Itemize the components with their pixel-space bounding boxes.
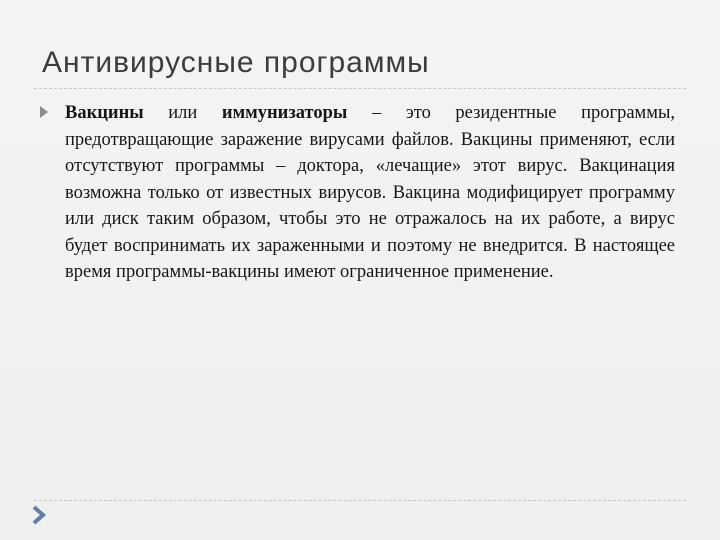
- term-vaccines: Вакцины: [65, 103, 144, 123]
- bullet-text: [65, 100, 675, 286]
- conjunction: или: [143, 103, 222, 123]
- term-immunizers: иммунизаторы: [221, 103, 348, 123]
- chevron-right-icon: [31, 505, 47, 525]
- footer-divider: [34, 500, 686, 501]
- slide-title: Антивирусные программы: [42, 46, 430, 79]
- triangle-bullet-icon: [40, 106, 48, 118]
- bullet-body: – это резидентные программы, предотвращающие заражение вирусами файлов. Вакцины применяют, если отсутствуют программы – доктора, «лечащие» этот вирус. Вакцинация возможна только от известных вирусов. Вакцина модифицирует программу или диск таким образом, чтобы это не отражалось на их работе, а вирус будет воспринимать их зараженными и поэтому не внедрится. В настоящее время программы-вакцины имеют ограниченное применение.: [65, 103, 675, 282]
- bullet-item: [40, 100, 675, 286]
- title-divider: [34, 88, 686, 89]
